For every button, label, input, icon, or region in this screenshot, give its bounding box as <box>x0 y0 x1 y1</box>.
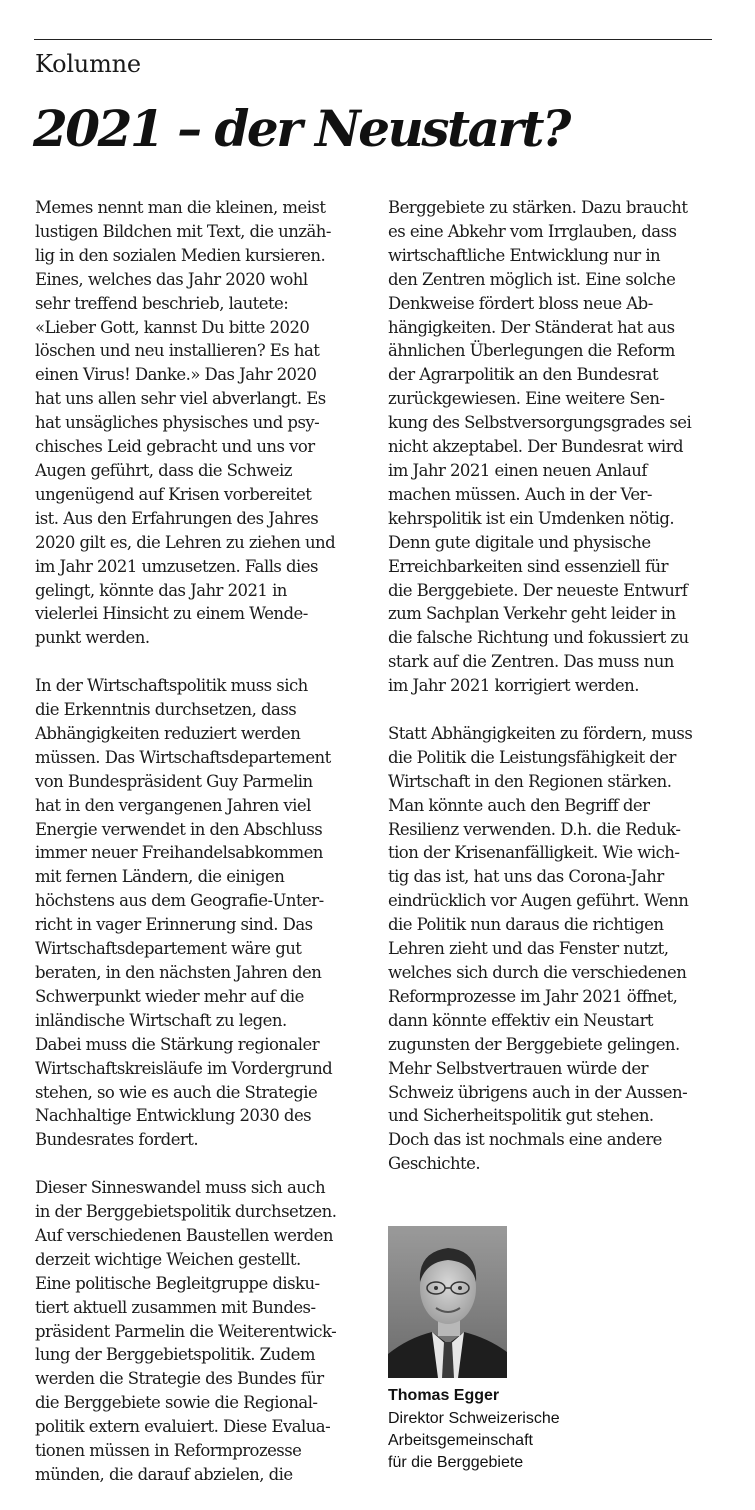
top-rule <box>34 39 712 40</box>
article-text-line: im Jahr 2021 einen neuen Anlauf <box>388 460 647 480</box>
article-text-line: Eine politische Begleitgruppe disku- <box>35 1273 320 1293</box>
article-column-right <box>388 196 720 1176</box>
article-text-line: münden, die darauf abzielen, die <box>35 1465 293 1484</box>
article-text-line: Augen geführt, dass die Schweiz <box>35 460 292 480</box>
article-text-line: Auf verschiedenen Baustellen werden <box>35 1225 333 1245</box>
article-text-line: In der Wirtschaftspolitik muss sich <box>35 676 308 696</box>
author-portrait <box>388 1226 507 1378</box>
article-text-line: im Jahr 2021 umzusetzen. Falls dies <box>35 556 318 576</box>
article-text-line: Denkweise fördert bloss neue Ab- <box>388 293 653 313</box>
article-text-line: kehrspolitik ist ein Umdenken nötig. <box>388 508 675 528</box>
article-text-line: hat unsägliches physisches und psy- <box>35 413 320 433</box>
article-text-line: derzeit wichtige Weichen gestellt. <box>35 1249 301 1269</box>
article-text-line: Nachhaltige Entwicklung 2030 des <box>35 1106 312 1126</box>
article-text-line: löschen und neu installieren? Es hat <box>35 341 320 361</box>
article-text-line: Reformprozesse im Jahr 2021 öffnet, <box>388 986 678 1006</box>
article-text-line: Denn gute digitale und physische <box>388 532 651 552</box>
article-text-line: von Bundespräsident Guy Parmelin <box>35 771 313 791</box>
article-text-line: politik extern evaluiert. Diese Evalua- <box>35 1417 331 1437</box>
article-text-line: dann könnte effektiv ein Neustart <box>388 1010 653 1030</box>
article-text-line: die Politik die Leistungsfähigkeit der <box>388 747 676 767</box>
article-text-line: Mehr Selbstvertrauen würde der <box>388 1058 648 1078</box>
section-kicker: Kolumne <box>35 50 141 78</box>
article-text-line: Geschichte. <box>388 1154 481 1174</box>
article-column-left <box>35 196 367 1487</box>
article-text-line: welches sich durch die verschiedenen <box>388 962 687 982</box>
article-text-line: sehr treffend beschrieb, lautete: <box>35 293 289 313</box>
article-text-line: Lehren zieht und das Fenster nutzt, <box>388 939 669 959</box>
article-text-line: hängigkeiten. Der Ständerat hat aus <box>388 317 675 337</box>
article-text-line: Abhängigkeiten reduziert werden <box>35 723 301 743</box>
article-text-line: werden die Strategie des Bundes für <box>35 1369 324 1389</box>
article-text-line: hat uns allen sehr viel abverlangt. Es <box>35 389 326 409</box>
article-text-line: im Jahr 2021 korrigiert werden. <box>388 676 639 696</box>
author-role-line: Direktor Schweizerische <box>388 1410 560 1427</box>
article-text-line: die falsche Richtung und fokussiert zu <box>388 628 689 648</box>
article-text-line: müssen. Das Wirtschaftsdepartement <box>35 747 331 767</box>
article-text-line: «Lieber Gott, kannst Du bitte 2020 <box>35 317 310 337</box>
article-text-line: wirtschaftliche Entwicklung nur in <box>388 245 661 265</box>
article-text-line: richt in vager Erinnerung sind. Das <box>35 915 313 935</box>
article-text-line: in der Berggebietspolitik durchsetzen. <box>35 1202 337 1222</box>
article-text-line: lustigen Bildchen mit Text, die unzäh- <box>35 221 331 241</box>
article-text-line: Wirtschaft in den Regionen stärken. <box>388 771 672 791</box>
article-text-line: beraten, in den nächsten Jahren den <box>35 962 322 982</box>
article-text-line: hat in den vergangenen Jahren viel <box>35 795 311 815</box>
article-text-line: tiert aktuell zusammen mit Bundes- <box>35 1297 316 1317</box>
article-text-line: Bundesrates fordert. <box>35 1130 199 1150</box>
article-text-line: ähnlichen Überlegungen die Reform <box>388 341 675 361</box>
author-role <box>388 1408 560 1474</box>
headline: 2021 – der Neustart? <box>33 99 569 158</box>
article-text-line: lig in den sozialen Medien kursieren. <box>35 245 326 265</box>
article-text-line: Dabei muss die Stärkung regionaler <box>35 1034 320 1054</box>
article-text-line: Doch das ist nochmals eine andere <box>388 1130 662 1150</box>
article-text-line: eindrücklich vor Augen geführt. Wenn <box>388 891 689 911</box>
article-text-line: Erreichbarkeiten sind essenziell für <box>388 556 668 576</box>
article-paragraph <box>35 1176 367 1487</box>
article-text-line: Dieser Sinneswandel muss sich auch <box>35 1178 326 1198</box>
article-text-line: inländische Wirtschaft zu legen. <box>35 1010 287 1030</box>
article-text-line: chisches Leid gebracht und uns vor <box>35 437 315 457</box>
article-text-line: tig das ist, hat uns das Corona-Jahr <box>388 867 664 887</box>
article-text-line: stehen, so wie es auch die Strategie <box>35 1082 318 1102</box>
article-text-line: punkt werden. <box>35 628 150 648</box>
article-text-line: Wirtschaftsdepartement wäre gut <box>35 939 302 959</box>
article-text-line: gelingt, könnte das Jahr 2021 in <box>35 580 287 600</box>
article-text-line: vielerlei Hinsicht zu einem Wende- <box>35 604 308 624</box>
article-text-line: zurückgewiesen. Eine weitere Sen- <box>388 389 665 409</box>
article-text-line: tion der Krisenanfälligkeit. Wie wich- <box>388 843 680 863</box>
article-text-line: Schweiz übrigens auch in der Aussen- <box>388 1082 688 1102</box>
article-text-line: ist. Aus den Erfahrungen des Jahres <box>35 508 319 528</box>
article-text-line: es eine Abkehr vom Irrglauben, dass <box>388 221 677 241</box>
article-text-line: höchstens aus dem Geografie-Unter- <box>35 891 324 911</box>
article-paragraph <box>35 674 367 1152</box>
article-paragraph <box>388 196 720 698</box>
article-paragraph <box>35 196 367 650</box>
article-text-line: Memes nennt man die kleinen, meist <box>35 198 326 217</box>
article-text-line: machen müssen. Auch in der Ver- <box>388 484 652 504</box>
article-paragraph <box>388 722 720 1176</box>
article-text-line: zugunsten der Berggebiete gelingen. <box>388 1034 680 1054</box>
article-text-line: kung des Selbstversorgungsgrades sei <box>388 413 692 433</box>
article-text-line: einen Virus! Danke.» Das Jahr 2020 <box>35 365 317 385</box>
article-text-line: Man könnte auch den Begriff der <box>388 795 650 815</box>
article-text-line: mit fernen Ländern, die einigen <box>35 867 285 887</box>
article-text-line: die Berggebiete sowie die Regional- <box>35 1393 318 1413</box>
article-text-line: Schwerpunkt wieder mehr auf die <box>35 986 304 1006</box>
article-text-line: stark auf die Zentren. Das muss nun <box>388 652 674 672</box>
author-name: Thomas Egger <box>388 1387 500 1404</box>
article-text-line: Resilienz verwenden. D.h. die Reduk- <box>388 819 681 839</box>
article-text-line: präsident Parmelin die Weiterentwick- <box>35 1321 337 1341</box>
article-text-line: Statt Abhängigkeiten zu fördern, muss <box>388 723 693 743</box>
article-text-line: ungenügend auf Krisen vorbereitet <box>35 484 312 504</box>
article-text-line: Berggebiete zu stärken. Dazu braucht <box>388 198 688 217</box>
article-text-line: und Sicherheitspolitik gut stehen. <box>388 1106 654 1126</box>
article-text-line: die Berggebiete. Der neueste Entwurf <box>388 580 688 600</box>
article-text-line: die Politik nun daraus die richtigen <box>388 915 664 935</box>
article-text-line: nicht akzeptabel. Der Bundesrat wird <box>388 437 684 457</box>
article-text-line: Eines, welches das Jahr 2020 wohl <box>35 269 308 289</box>
article-text-line: 2020 gilt es, die Lehren zu ziehen und <box>35 532 336 552</box>
article-text-line: den Zentren möglich ist. Eine solche <box>388 269 676 289</box>
article-text-line: die Erkenntnis durchsetzen, dass <box>35 700 297 720</box>
author-role-line: für die Berggebiete <box>388 1454 524 1471</box>
article-text-line: lung der Berggebietspolitik. Zudem <box>35 1345 315 1365</box>
article-text-line: der Agrarpolitik an den Bundesrat <box>388 365 659 385</box>
article-text-line: immer neuer Freihandelsabkommen <box>35 843 323 863</box>
article-text-line: Energie verwendet in den Abschluss <box>35 819 323 839</box>
author-role-line: Arbeitsgemeinschaft <box>388 1432 533 1449</box>
article-text-line: zum Sachplan Verkehr geht leider in <box>388 604 676 624</box>
article-text-line: Wirtschaftskreisläufe im Vordergrund <box>35 1058 333 1078</box>
article-text-line: tionen müssen in Reformprozesse <box>35 1441 302 1461</box>
